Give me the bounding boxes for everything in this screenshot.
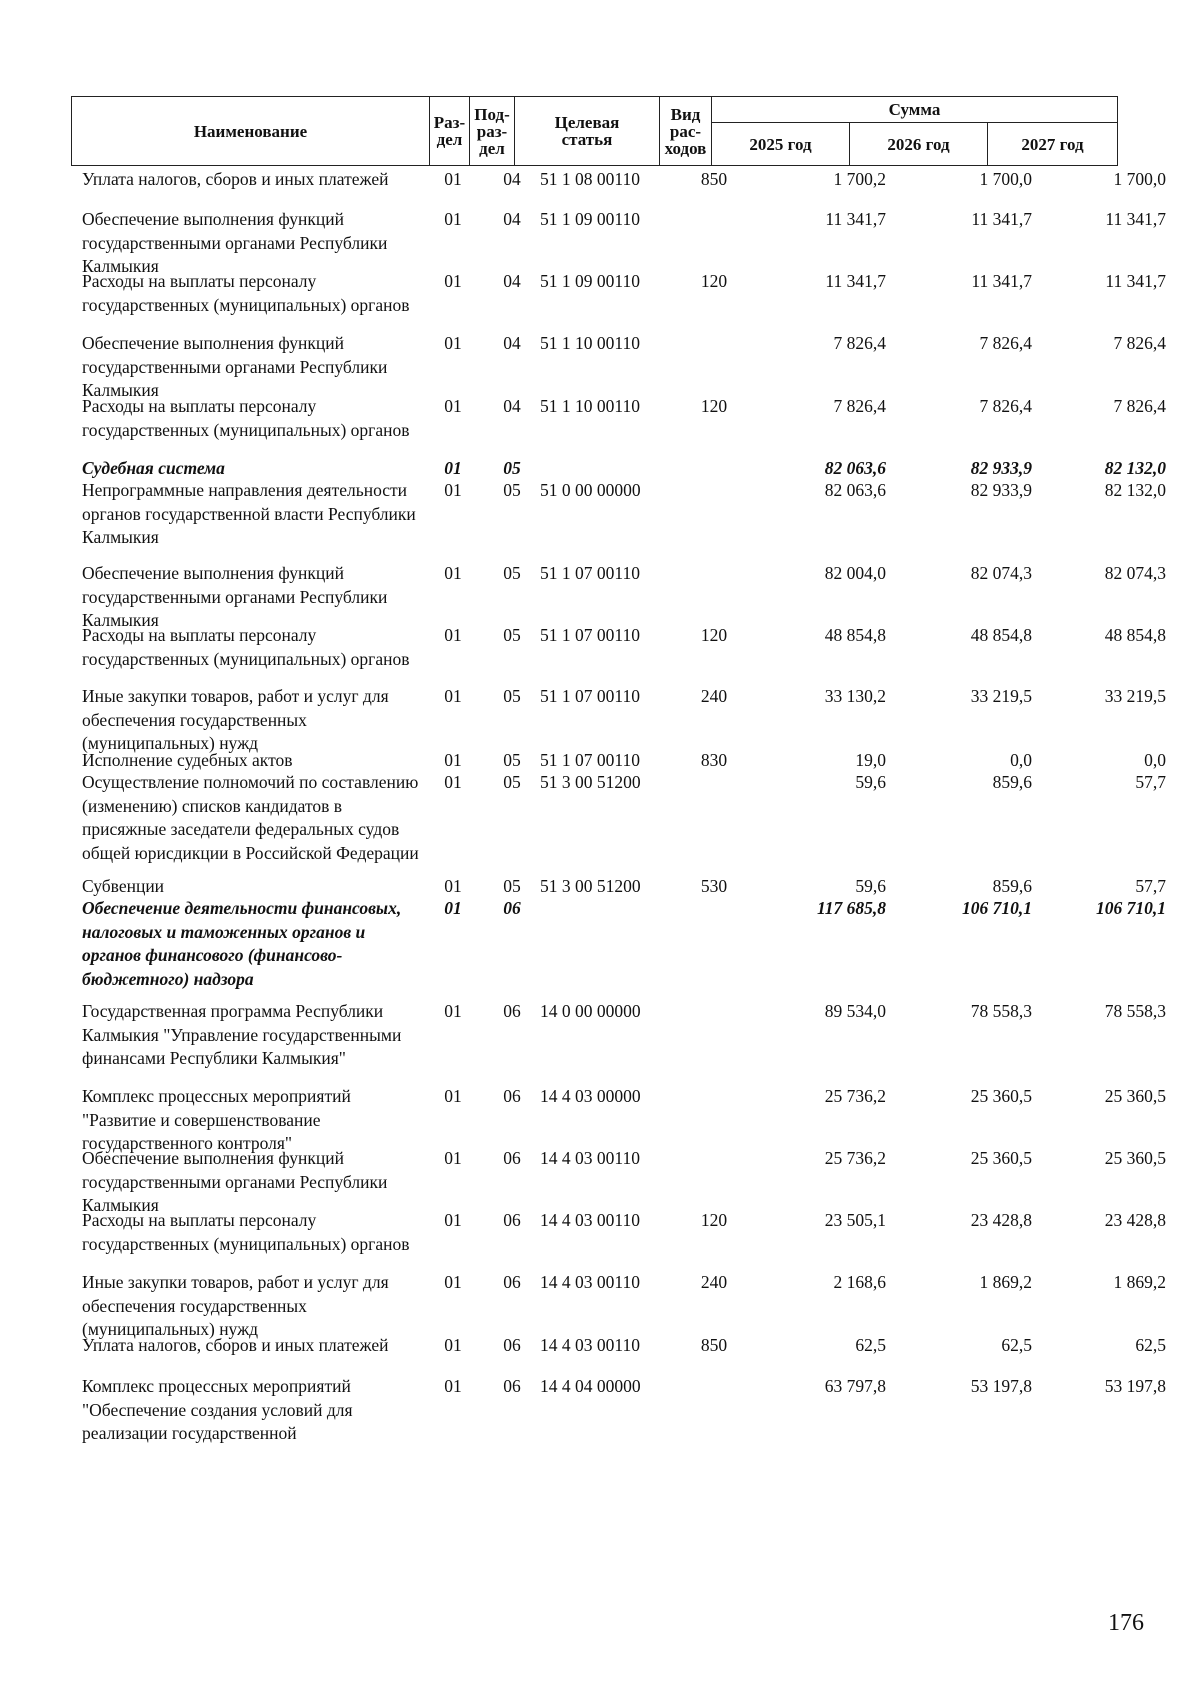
row-podrazdel: 04 xyxy=(503,396,521,416)
row-razdel: 01 xyxy=(444,563,462,583)
row-sum-2027: 62,5 xyxy=(1135,1335,1166,1355)
row-sum-2025: 82 004,0 xyxy=(824,563,886,583)
row-razdel: 01 xyxy=(444,625,462,645)
row-razdel: 01 xyxy=(444,1148,462,1168)
row-expense-type: 850 xyxy=(700,1335,728,1355)
row-target-article: 14 0 00 00000 xyxy=(540,1001,641,1021)
row-target-article: 51 1 10 00110 xyxy=(540,333,640,353)
row-sum-2026: 33 219,5 xyxy=(970,686,1032,706)
row-razdel: 01 xyxy=(444,396,462,416)
row-sum-2027: 11 341,7 xyxy=(1105,209,1166,229)
header-sum: Сумма xyxy=(712,97,1118,123)
row-razdel: 01 xyxy=(444,1086,462,1106)
row-sum-2025: 25 736,2 xyxy=(824,1086,886,1106)
row-razdel: 01 xyxy=(444,1272,462,1292)
row-name: Государственная программа Республики Калмыкия "Управление государственными финансами Республики Калмыкия" xyxy=(82,1001,402,1069)
row-expense-type: 240 xyxy=(700,686,728,706)
row-podrazdel: 05 xyxy=(503,772,521,792)
row-sum-2027: 57,7 xyxy=(1135,772,1166,792)
row-sum-2026: 0,0 xyxy=(1010,750,1032,770)
row-target-article: 51 3 00 51200 xyxy=(540,772,641,792)
row-sum-2025: 1 700,2 xyxy=(833,169,886,189)
row-sum-2027: 7 826,4 xyxy=(1113,396,1166,416)
row-name: Непрограммные направления деятельности органов государственной власти Республики Калмыкия xyxy=(82,480,416,548)
row-name: Субвенции xyxy=(82,876,165,896)
row-sum-2026: 7 826,4 xyxy=(979,396,1032,416)
header-year-2027: 2027 год xyxy=(988,123,1118,166)
row-expense-type: 830 xyxy=(700,750,728,770)
row-sum-2027: 7 826,4 xyxy=(1113,333,1166,353)
row-sum-2025: 63 797,8 xyxy=(824,1376,886,1396)
row-sum-2025: 89 534,0 xyxy=(824,1001,886,1021)
row-sum-2026: 23 428,8 xyxy=(970,1210,1032,1230)
row-sum-2026: 62,5 xyxy=(1001,1335,1032,1355)
row-target-article: 51 1 07 00110 xyxy=(540,750,640,770)
row-sum-2026: 82 933,9 xyxy=(970,458,1032,478)
header-podrazdel: Под- раз- дел xyxy=(470,97,515,166)
row-sum-2027: 106 710,1 xyxy=(1096,898,1166,918)
header-expense-type: Вид рас- ходов xyxy=(660,97,712,166)
page-number: 176 xyxy=(1108,1610,1144,1636)
row-name: Расходы на выплаты персоналу государственных (муниципальных) органов xyxy=(82,1210,410,1254)
row-target-article: 51 1 10 00110 xyxy=(540,396,640,416)
row-name: Иные закупки товаров, работ и услуг для обеспечения государственных (муниципальных) нужд xyxy=(82,1272,389,1340)
row-name: Обеспечение выполнения функций государственными органами Республики Калмыкия xyxy=(82,333,388,401)
row-sum-2025: 23 505,1 xyxy=(824,1210,886,1230)
row-target-article: 14 4 03 00110 xyxy=(540,1272,640,1292)
row-sum-2025: 25 736,2 xyxy=(824,1148,886,1168)
row-razdel: 01 xyxy=(444,1001,462,1021)
row-target-article: 14 4 04 00000 xyxy=(540,1376,641,1396)
row-target-article: 51 1 09 00110 xyxy=(540,209,640,229)
row-sum-2025: 117 685,8 xyxy=(816,898,886,918)
row-razdel: 01 xyxy=(444,1335,462,1355)
row-name: Обеспечение выполнения функций государственными органами Республики Калмыкия xyxy=(82,209,388,277)
row-sum-2026: 1 700,0 xyxy=(979,169,1032,189)
row-sum-2027: 57,7 xyxy=(1135,876,1166,896)
row-razdel: 01 xyxy=(444,169,462,189)
row-sum-2025: 19,0 xyxy=(855,750,886,770)
row-target-article: 51 1 08 00110 xyxy=(540,169,640,189)
row-podrazdel: 05 xyxy=(503,686,521,706)
row-sum-2025: 62,5 xyxy=(855,1335,886,1355)
row-podrazdel: 05 xyxy=(503,480,521,500)
row-sum-2027: 33 219,5 xyxy=(1104,686,1166,706)
row-razdel: 01 xyxy=(444,480,462,500)
row-name: Уплата налогов, сборов и иных платежей xyxy=(82,1335,389,1355)
row-podrazdel: 06 xyxy=(503,1272,521,1292)
row-razdel: 01 xyxy=(444,333,462,353)
row-name: Расходы на выплаты персоналу государственных (муниципальных) органов xyxy=(82,625,410,669)
row-sum-2026: 82 933,9 xyxy=(970,480,1032,500)
row-podrazdel: 05 xyxy=(503,625,521,645)
row-target-article: 14 4 03 00110 xyxy=(540,1148,640,1168)
row-sum-2025: 7 826,4 xyxy=(833,396,886,416)
row-target-article: 51 1 09 00110 xyxy=(540,271,640,291)
row-sum-2026: 53 197,8 xyxy=(970,1376,1032,1396)
header-target: Целевая статья xyxy=(515,97,660,166)
row-expense-type: 850 xyxy=(700,169,728,189)
row-sum-2025: 11 341,7 xyxy=(825,209,886,229)
row-podrazdel: 04 xyxy=(503,209,521,229)
row-sum-2025: 82 063,6 xyxy=(824,458,886,478)
row-sum-2026: 859,6 xyxy=(992,772,1032,792)
row-podrazdel: 06 xyxy=(503,1001,521,1021)
row-target-article: 51 0 00 00000 xyxy=(540,480,641,500)
row-sum-2025: 59,6 xyxy=(855,772,886,792)
row-name: Обеспечение деятельности финансовых, налоговых и таможенных органов и органов финансового (финансово-бюджетного) надзора xyxy=(82,898,402,989)
row-sum-2027: 78 558,3 xyxy=(1104,1001,1166,1021)
row-razdel: 01 xyxy=(444,750,462,770)
row-sum-2025: 59,6 xyxy=(855,876,886,896)
row-expense-type: 530 xyxy=(700,876,728,896)
row-sum-2026: 78 558,3 xyxy=(970,1001,1032,1021)
row-name: Комплекс процессных мероприятий "Обеспечение создания условий для реализации государственной xyxy=(82,1376,353,1444)
row-razdel: 01 xyxy=(444,1376,462,1396)
row-sum-2027: 0,0 xyxy=(1144,750,1166,770)
row-sum-2027: 11 341,7 xyxy=(1105,271,1166,291)
row-target-article: 51 1 07 00110 xyxy=(540,563,640,583)
row-podrazdel: 06 xyxy=(503,1086,521,1106)
row-sum-2027: 23 428,8 xyxy=(1104,1210,1166,1230)
row-razdel: 01 xyxy=(444,876,462,896)
row-sum-2026: 82 074,3 xyxy=(970,563,1032,583)
row-sum-2027: 25 360,5 xyxy=(1104,1086,1166,1106)
row-razdel: 01 xyxy=(444,1210,462,1230)
row-sum-2025: 11 341,7 xyxy=(825,271,886,291)
row-razdel: 01 xyxy=(444,271,462,291)
row-podrazdel: 04 xyxy=(503,169,521,189)
row-name: Иные закупки товаров, работ и услуг для обеспечения государственных (муниципальных) нужд xyxy=(82,686,389,754)
row-podrazdel: 06 xyxy=(503,1335,521,1355)
row-sum-2026: 7 826,4 xyxy=(979,333,1032,353)
row-sum-2026: 25 360,5 xyxy=(970,1148,1032,1168)
row-razdel: 01 xyxy=(444,772,462,792)
row-sum-2025: 82 063,6 xyxy=(824,480,886,500)
row-sum-2027: 25 360,5 xyxy=(1104,1148,1166,1168)
row-sum-2025: 7 826,4 xyxy=(833,333,886,353)
row-sum-2027: 82 132,0 xyxy=(1104,458,1166,478)
row-expense-type: 240 xyxy=(700,1272,728,1292)
row-sum-2026: 1 869,2 xyxy=(979,1272,1032,1292)
row-name: Осуществление полномочий по составлению (изменению) списков кандидатов в присяжные заседатели федеральных судов общей юрисдикции в Российской Федерации xyxy=(82,772,419,863)
row-podrazdel: 06 xyxy=(503,1148,521,1168)
row-sum-2027: 1 869,2 xyxy=(1113,1272,1166,1292)
row-sum-2025: 33 130,2 xyxy=(824,686,886,706)
row-expense-type: 120 xyxy=(700,625,728,645)
row-podrazdel: 04 xyxy=(503,271,521,291)
row-target-article: 51 1 07 00110 xyxy=(540,625,640,645)
row-target-article: 14 4 03 00110 xyxy=(540,1210,640,1230)
row-name: Расходы на выплаты персоналу государственных (муниципальных) органов xyxy=(82,271,410,315)
header-year-2025: 2025 год xyxy=(712,123,850,166)
row-sum-2027: 82 132,0 xyxy=(1104,480,1166,500)
row-sum-2026: 48 854,8 xyxy=(970,625,1032,645)
row-name: Уплата налогов, сборов и иных платежей xyxy=(82,169,389,189)
row-expense-type: 120 xyxy=(700,396,728,416)
row-podrazdel: 05 xyxy=(503,458,521,478)
row-expense-type: 120 xyxy=(700,271,728,291)
row-target-article: 51 3 00 51200 xyxy=(540,876,641,896)
row-podrazdel: 05 xyxy=(503,563,521,583)
row-name: Обеспечение выполнения функций государственными органами Республики Калмыкия xyxy=(82,1148,388,1216)
row-name: Комплекс процессных мероприятий "Развитие и совершенствование государственного контроля" xyxy=(82,1086,351,1154)
row-razdel: 01 xyxy=(444,209,462,229)
row-target-article: 14 4 03 00110 xyxy=(540,1335,640,1355)
row-sum-2026: 25 360,5 xyxy=(970,1086,1032,1106)
row-name: Расходы на выплаты персоналу государственных (муниципальных) органов xyxy=(82,396,410,440)
header-razdel: Раз- дел xyxy=(430,97,470,166)
row-podrazdel: 06 xyxy=(503,1210,521,1230)
row-name: Обеспечение выполнения функций государственными органами Республики Калмыкия xyxy=(82,563,388,631)
row-sum-2027: 48 854,8 xyxy=(1104,625,1166,645)
row-sum-2025: 2 168,6 xyxy=(833,1272,886,1292)
header-year-2026: 2026 год xyxy=(850,123,988,166)
row-sum-2026: 106 710,1 xyxy=(962,898,1032,918)
header-name: Наименование xyxy=(72,97,430,166)
row-sum-2026: 11 341,7 xyxy=(971,271,1032,291)
row-sum-2027: 53 197,8 xyxy=(1104,1376,1166,1396)
row-podrazdel: 05 xyxy=(503,750,521,770)
row-target-article: 14 4 03 00000 xyxy=(540,1086,641,1106)
row-sum-2027: 82 074,3 xyxy=(1104,563,1166,583)
row-sum-2025: 48 854,8 xyxy=(824,625,886,645)
row-sum-2027: 1 700,0 xyxy=(1113,169,1166,189)
row-podrazdel: 06 xyxy=(503,898,521,918)
row-podrazdel: 06 xyxy=(503,1376,521,1396)
table-header xyxy=(71,96,1118,166)
row-name: Судебная система xyxy=(82,458,225,478)
row-razdel: 01 xyxy=(444,458,462,478)
row-sum-2026: 859,6 xyxy=(992,876,1032,896)
row-sum-2026: 11 341,7 xyxy=(971,209,1032,229)
row-razdel: 01 xyxy=(444,898,462,918)
row-target-article: 51 1 07 00110 xyxy=(540,686,640,706)
row-expense-type: 120 xyxy=(700,1210,728,1230)
row-razdel: 01 xyxy=(444,686,462,706)
row-name: Исполнение судебных актов xyxy=(82,750,293,770)
row-podrazdel: 05 xyxy=(503,876,521,896)
row-podrazdel: 04 xyxy=(503,333,521,353)
